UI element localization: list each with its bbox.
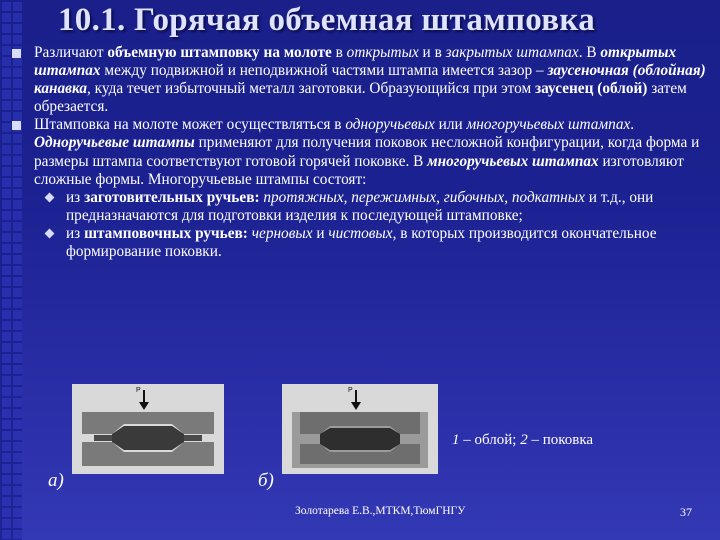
footer-author: Золотарева Е.В.,МТКМ,ТюмГНГУ xyxy=(295,505,466,517)
diamond-bullet-icon xyxy=(45,228,55,238)
closed-die-figure xyxy=(282,384,438,474)
square-bullet-icon xyxy=(12,121,21,130)
bullet-paragraph-open-closed-dies: Различают объемную штамповку на молоте в открытых и в закрытых штампах. В открытых штампах между подвижной и неподвижной частями штампа имеется зазор – заусеночная (облойная) канавка, куда течет избыточный металл заготовки. Образующийся при этом заусенец (облой) затем обрезается. xyxy=(12,44,712,116)
closed-die-diagram xyxy=(282,384,438,474)
square-bullet-icon xyxy=(12,49,21,58)
open-die-diagram xyxy=(72,384,224,474)
forging-shape xyxy=(112,426,184,450)
sub-bullet-stamping-grooves: из штамповочных ручьев: черновых и чистовых, в которых производится окончательное формирование поковки. xyxy=(12,225,712,261)
figure-label-b: б) xyxy=(258,470,274,491)
figure-label-a: а) xyxy=(48,470,64,491)
sub-bullet-preparatory-grooves: из заготовительных ручьев: протяжных, пережимных, гибочных, подкатных и т.д., они предназначаются для подготовки изделия к последующей штамповке; xyxy=(12,189,712,225)
open-die-figure xyxy=(72,384,224,474)
page-number: 37 xyxy=(680,505,692,519)
diamond-bullet-icon xyxy=(45,192,55,202)
forging-shape xyxy=(320,428,400,450)
slide-body xyxy=(12,44,712,261)
figure-caption: 1 – облой; 2 – поковка xyxy=(452,432,594,448)
force-label: P xyxy=(136,387,141,394)
bullet-paragraph-die-types: Штамповка на молоте может осуществляться в одноручьевых или многоручьевых штампах. Одноручьевые штампы применяют для получения поковок несложной конфигурации, когда форма и размеры штампа соответствуют готовой горячей поковке. В многоручьевых штампах изготовляют сложные формы. Многоручьевые штампы состоят: xyxy=(12,116,712,188)
flash-shape xyxy=(94,435,112,441)
slide-title: 10.1. Горячая объемная штамповка xyxy=(58,2,596,38)
force-label: P xyxy=(348,387,353,394)
